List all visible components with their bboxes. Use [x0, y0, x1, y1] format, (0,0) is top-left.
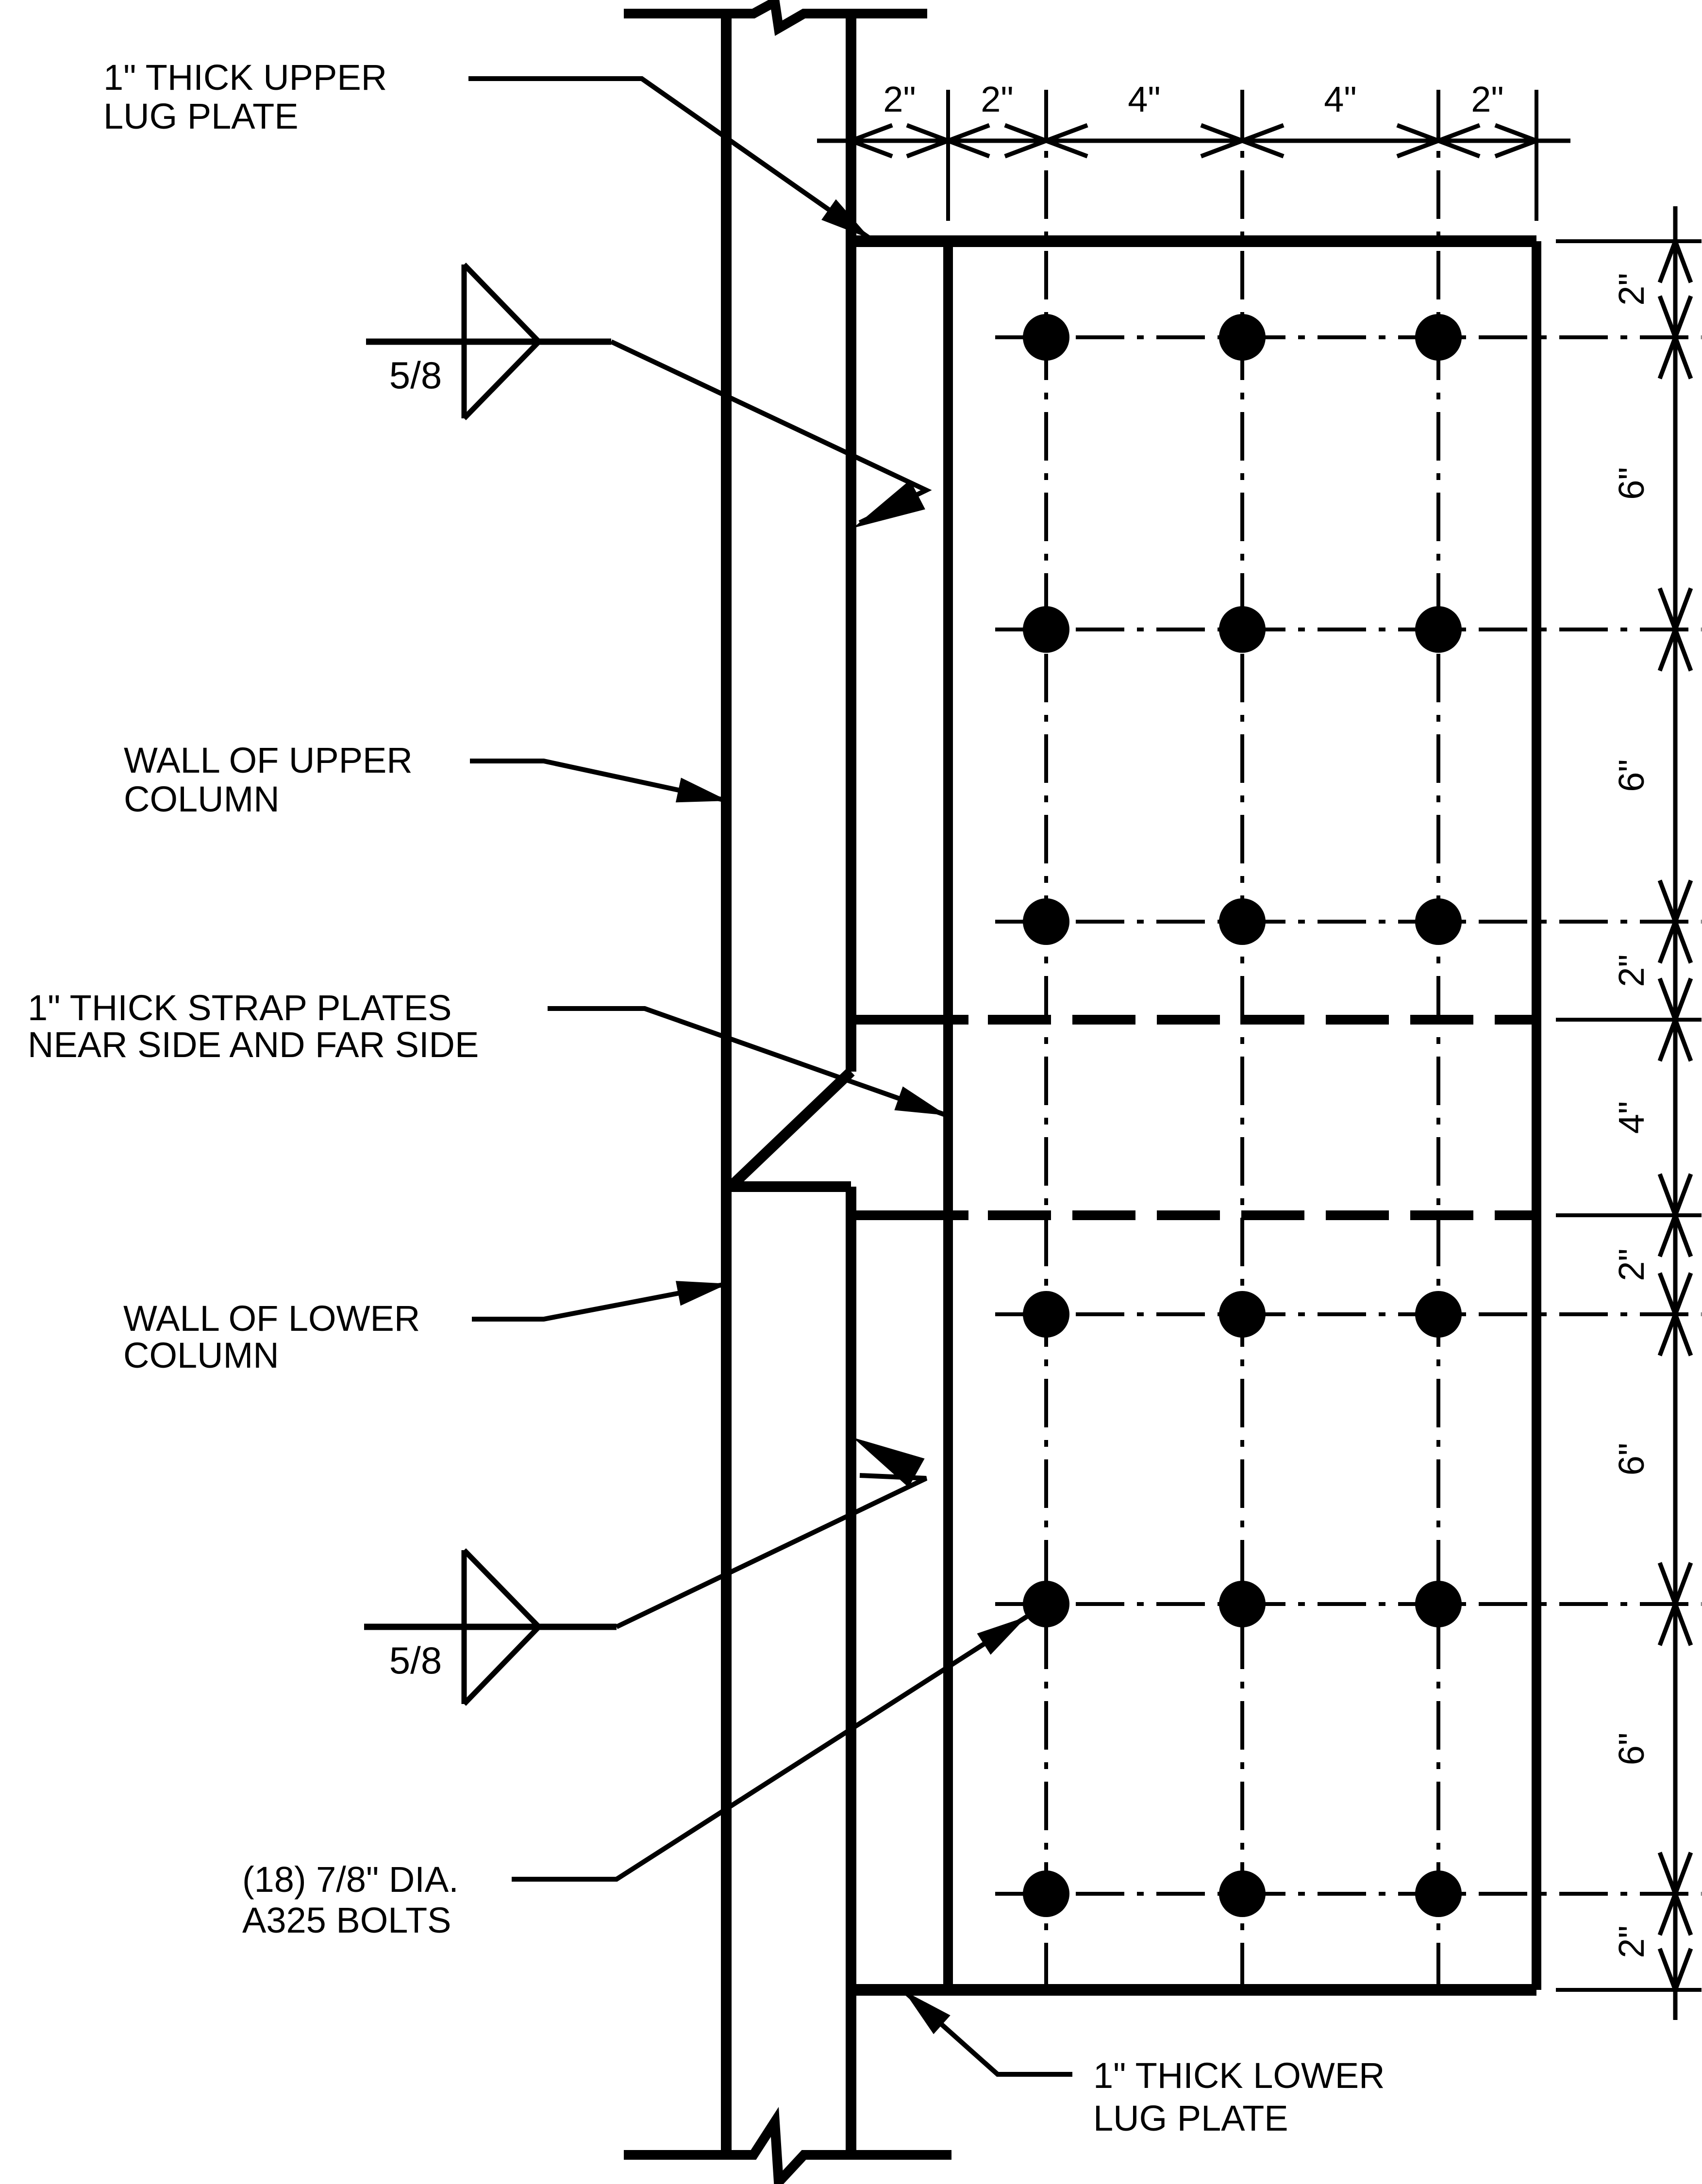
- lower-column-wall: [726, 1187, 851, 2155]
- dim-arrow-stroke: [948, 125, 989, 141]
- dim-arrow-stroke: [1675, 880, 1691, 922]
- dim-arrow-stroke: [1660, 1604, 1675, 1645]
- dim-arrow-stroke: [1495, 141, 1536, 156]
- weld-upper-leader: [611, 342, 926, 523]
- bolt-r5-c2: [1219, 1581, 1266, 1627]
- dim-arrow-stroke: [1005, 125, 1046, 141]
- top-dim-label-5: 2": [1471, 79, 1504, 119]
- dim-arrow-stroke: [1660, 241, 1675, 282]
- weld-upper-fillet-diagonal-bottom: [464, 342, 539, 418]
- bolt-r2-c2: [1219, 606, 1266, 653]
- dim-arrow-stroke: [1675, 629, 1691, 671]
- column-splice: [726, 1072, 851, 1187]
- strap-plate-outline: [851, 241, 1536, 1990]
- upper-lug-label-line1: 1" THICK UPPER: [103, 57, 387, 98]
- bolt-r1-c1: [1023, 314, 1069, 361]
- dim-arrow-stroke: [1046, 125, 1087, 141]
- annotation-labels: [28, 57, 1385, 2138]
- lower-lug-leader: [904, 1991, 1072, 2074]
- bottom-break-line: [624, 2122, 951, 2182]
- dim-arrow-stroke: [1660, 1853, 1675, 1894]
- bolt-r1-c3: [1415, 314, 1462, 361]
- dim-arrow-stroke: [1660, 1314, 1675, 1356]
- wall-upper-label-line1: WALL OF UPPER: [124, 740, 413, 780]
- bolt-r6-c1: [1023, 1870, 1069, 1917]
- wall-upper-arrowhead: [676, 778, 728, 802]
- weld-lower-fillet-diagonal-bottom: [464, 1627, 539, 1704]
- bolt-r2-c1: [1023, 606, 1069, 653]
- dim-arrow-stroke: [1201, 141, 1242, 156]
- weld-upper-fillet-diagonal-top: [464, 265, 539, 342]
- weld-lower-leader: [617, 1475, 926, 1627]
- right-dim-label-8: 6": [1611, 1732, 1652, 1766]
- dim-arrow-stroke: [1660, 1174, 1675, 1215]
- bolt-r4-c3: [1415, 1291, 1462, 1338]
- dim-arrow-stroke: [1675, 588, 1691, 629]
- bolts-arrowhead: [977, 1617, 1027, 1655]
- lower-lug-label-line2: LUG PLATE: [1093, 2098, 1288, 2138]
- dim-arrow-stroke: [1242, 125, 1284, 141]
- annotation-leaders: [468, 79, 1072, 2074]
- dim-arrow-stroke: [1660, 1273, 1675, 1314]
- wall-lower-arrowhead: [676, 1281, 728, 1306]
- dim-arrow-stroke: [1675, 1174, 1691, 1215]
- dim-arrow-stroke: [1201, 125, 1242, 141]
- bolt-r4-c2: [1219, 1291, 1266, 1338]
- top-dim-label-2: 2": [981, 79, 1014, 119]
- weld-symbol-lower: [364, 1438, 926, 1704]
- dim-arrow-stroke: [1046, 141, 1087, 156]
- right-dim-label-1: 2": [1611, 273, 1652, 306]
- dim-arrow-stroke: [1660, 978, 1675, 1020]
- dim-arrow-stroke: [1675, 1314, 1691, 1356]
- bolt-r5-c3: [1415, 1581, 1462, 1627]
- bolt-r2-c3: [1415, 606, 1462, 653]
- bolt-r3-c3: [1415, 898, 1462, 945]
- dim-arrow-stroke: [1675, 337, 1691, 379]
- top-break-line: [624, 2, 927, 28]
- dim-arrow-stroke: [1438, 125, 1480, 141]
- right-dimension-string: [1556, 206, 1702, 2020]
- right-dim-label-2: 6": [1611, 467, 1652, 500]
- bolt-r6-c3: [1415, 1870, 1462, 1917]
- wall-upper-label-line2: COLUMN: [124, 779, 280, 819]
- weld-symbol-upper: [366, 265, 926, 528]
- lower-lug-label-line1: 1" THICK LOWER: [1093, 2055, 1385, 2096]
- dim-arrow-stroke: [948, 141, 989, 156]
- top-dimension-string: [817, 79, 1570, 221]
- dim-arrow-stroke: [1660, 296, 1675, 337]
- wall-lower-label-line1: WALL OF LOWER: [123, 1298, 420, 1339]
- dim-arrow-stroke: [1660, 1563, 1675, 1604]
- dim-arrow-stroke: [1675, 1604, 1691, 1645]
- dim-arrow-stroke: [1005, 141, 1046, 156]
- bolt-r5-c1: [1023, 1581, 1069, 1627]
- splice-bevel-line: [731, 1072, 851, 1187]
- dim-arrow-stroke: [907, 125, 948, 141]
- dim-arrow-stroke: [1438, 141, 1480, 156]
- dim-arrow-stroke: [907, 141, 948, 156]
- dim-arrow-stroke: [1660, 588, 1675, 629]
- wall-lower-label-line2: COLUMN: [123, 1335, 279, 1375]
- dim-arrow-stroke: [1675, 296, 1691, 337]
- dim-arrow-stroke: [1675, 1949, 1691, 1990]
- dim-arrow-stroke: [1660, 1894, 1675, 1935]
- bolts-label-line1: (18) 7/8" DIA.: [242, 1859, 459, 1900]
- right-dim-label-7: 6": [1611, 1442, 1652, 1476]
- strap-plates-arrowhead: [894, 1086, 947, 1115]
- upper-lug-leader: [468, 79, 870, 239]
- weld-upper-size-label: 5/8: [389, 354, 442, 397]
- bolt-r3-c1: [1023, 898, 1069, 945]
- dim-arrow-stroke: [1495, 125, 1536, 141]
- dim-arrow-stroke: [1675, 978, 1691, 1020]
- dim-arrow-stroke: [1675, 1853, 1691, 1894]
- bolt-r4-c1: [1023, 1291, 1069, 1338]
- dim-arrow-stroke: [1660, 880, 1675, 922]
- dim-arrow-stroke: [1675, 1215, 1691, 1257]
- dim-arrow-stroke: [1675, 922, 1691, 963]
- dim-arrow-stroke: [1675, 1020, 1691, 1061]
- dim-arrow-stroke: [1397, 141, 1438, 156]
- dim-arrow-stroke: [1660, 629, 1675, 671]
- bolts-label-line2: A325 BOLTS: [242, 1900, 451, 1940]
- right-dim-label-3: 6": [1611, 759, 1652, 792]
- dim-arrow-stroke: [1660, 1215, 1675, 1257]
- dim-arrow-stroke: [1675, 241, 1691, 282]
- weld-lower-fillet-diagonal-top: [464, 1550, 539, 1627]
- top-dim-label-4: 4": [1324, 79, 1357, 119]
- upper-lug-label-line2: LUG PLATE: [103, 96, 299, 136]
- dim-arrow-stroke: [1660, 922, 1675, 963]
- right-dim-label-4: 2": [1611, 954, 1652, 987]
- dim-arrow-stroke: [1397, 125, 1438, 141]
- strap-plates-label-line1: 1" THICK STRAP PLATES: [28, 988, 452, 1028]
- top-dim-label-1: 2": [883, 79, 916, 119]
- bolt-r3-c2: [1219, 898, 1266, 945]
- dim-arrow-stroke: [1660, 1949, 1675, 1990]
- dim-arrow-stroke: [1660, 337, 1675, 379]
- upper-column-wall: [726, 14, 851, 1187]
- right-dim-label-5: 4": [1611, 1101, 1652, 1134]
- bolt-centerlines: [995, 90, 1702, 1990]
- dim-arrow-stroke: [1242, 141, 1284, 156]
- top-dim-label-3: 4": [1128, 79, 1161, 119]
- strap-plates-label-line2: NEAR SIDE AND FAR SIDE: [28, 1025, 479, 1065]
- dim-arrow-stroke: [851, 141, 892, 156]
- dim-arrow-stroke: [1675, 1894, 1691, 1935]
- dim-arrow-stroke: [851, 125, 892, 141]
- dim-arrow-stroke: [1675, 1563, 1691, 1604]
- right-dim-label-6: 2": [1611, 1248, 1652, 1281]
- dim-arrow-stroke: [1660, 1020, 1675, 1061]
- bolt-r1-c2: [1219, 314, 1266, 361]
- right-dim-label-9: 2": [1611, 1925, 1652, 1958]
- bolt-r6-c2: [1219, 1870, 1266, 1917]
- weld-lower-size-label: 5/8: [389, 1639, 442, 1682]
- dim-arrow-stroke: [1675, 1273, 1691, 1314]
